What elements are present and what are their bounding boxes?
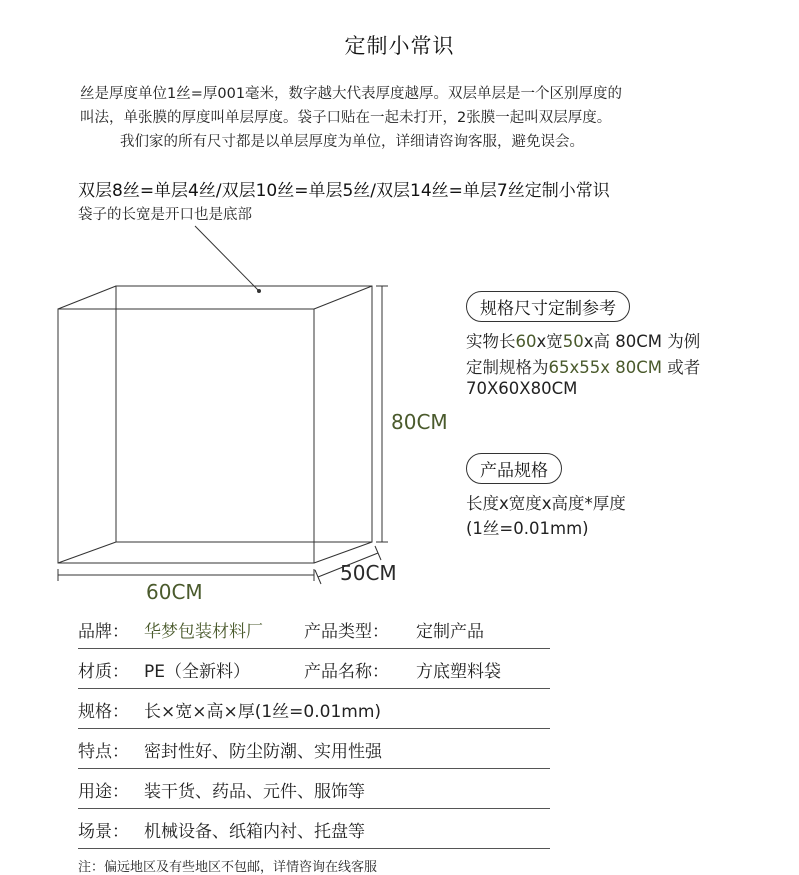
attr-row-features bbox=[78, 728, 550, 769]
page-title: 定制小常识 bbox=[344, 34, 455, 58]
attr-key: 材质： bbox=[78, 662, 129, 682]
attr-row-scene bbox=[78, 808, 550, 849]
box-front-face bbox=[58, 309, 314, 563]
spec-ref-line-2: 定制规格为65x55x 80CM 或者 bbox=[466, 358, 701, 377]
attr-value: PE（全新料） bbox=[144, 662, 250, 682]
attr-row-brand bbox=[78, 608, 550, 649]
intro-line-2: 叫法，单张膜的厚度叫单层厚度。袋子口贴在一起未打开，2张膜一起叫双层厚度。 bbox=[80, 110, 612, 126]
thickness-ratio-line: 双层8丝=单层4丝/双层10丝=单层5丝/双层14丝=单层7丝定制小常识 bbox=[78, 181, 610, 201]
attr-key: 品牌： bbox=[78, 622, 129, 642]
attr-value: 装干货、药品、元件、服饰等 bbox=[144, 782, 365, 802]
attr-key: 用途： bbox=[78, 782, 129, 802]
attr-value: 机械设备、纸箱内衬、托盘等 bbox=[144, 822, 365, 842]
height-label: 80CM bbox=[391, 410, 448, 434]
pointer-line bbox=[195, 226, 258, 290]
attr-row-material bbox=[78, 648, 550, 689]
width-label: 60CM bbox=[146, 580, 203, 604]
box-back-face bbox=[116, 286, 372, 542]
shipping-footnote: 注：偏远地区及有些地区不包邮，详情咨询在线客服 bbox=[78, 860, 378, 875]
attr-value: 定制产品 bbox=[416, 622, 484, 642]
attr-key: 产品名称： bbox=[304, 662, 389, 682]
spec-reference-pill: 规格尺寸定制参考 bbox=[466, 291, 630, 322]
pointer-dot bbox=[257, 289, 261, 293]
attr-value: 华梦包装材料厂 bbox=[144, 622, 263, 642]
spec-ref-line-1: 实物长60x宽50x高 80CM 为例 bbox=[466, 332, 701, 351]
product-spec-pill: 产品规格 bbox=[466, 453, 562, 484]
attr-row-usage bbox=[78, 768, 550, 809]
product-spec-line-1: 长度x宽度x高度*厚度 bbox=[466, 494, 626, 513]
depth-label: 50CM bbox=[340, 561, 397, 585]
attr-value: 长×宽×高×厚(1丝=0.01mm) bbox=[144, 702, 382, 722]
attr-key: 场景： bbox=[78, 822, 129, 842]
opening-note: 袋子的长宽是开口也是底部 bbox=[78, 207, 252, 223]
product-spec-line-2: (1丝=0.01mm) bbox=[466, 519, 589, 538]
attr-row-spec bbox=[78, 688, 550, 729]
attr-value: 密封性好、防尘防潮、实用性强 bbox=[144, 742, 382, 762]
attr-value: 方底塑料袋 bbox=[416, 662, 501, 682]
attr-key: 产品类型： bbox=[304, 622, 389, 642]
attr-key: 规格： bbox=[78, 702, 129, 722]
intro-line-1: 丝是厚度单位1丝=厚001毫米，数字越大代表厚度越厚。双层单层是一个区别厚度的 bbox=[80, 86, 623, 102]
spec-ref-line-3: 70X60X80CM bbox=[466, 379, 578, 398]
attr-key: 特点： bbox=[78, 742, 129, 762]
intro-line-3: 我们家的所有尺寸都是以单层厚度为单位，详细请咨询客服，避免误会。 bbox=[120, 134, 584, 150]
